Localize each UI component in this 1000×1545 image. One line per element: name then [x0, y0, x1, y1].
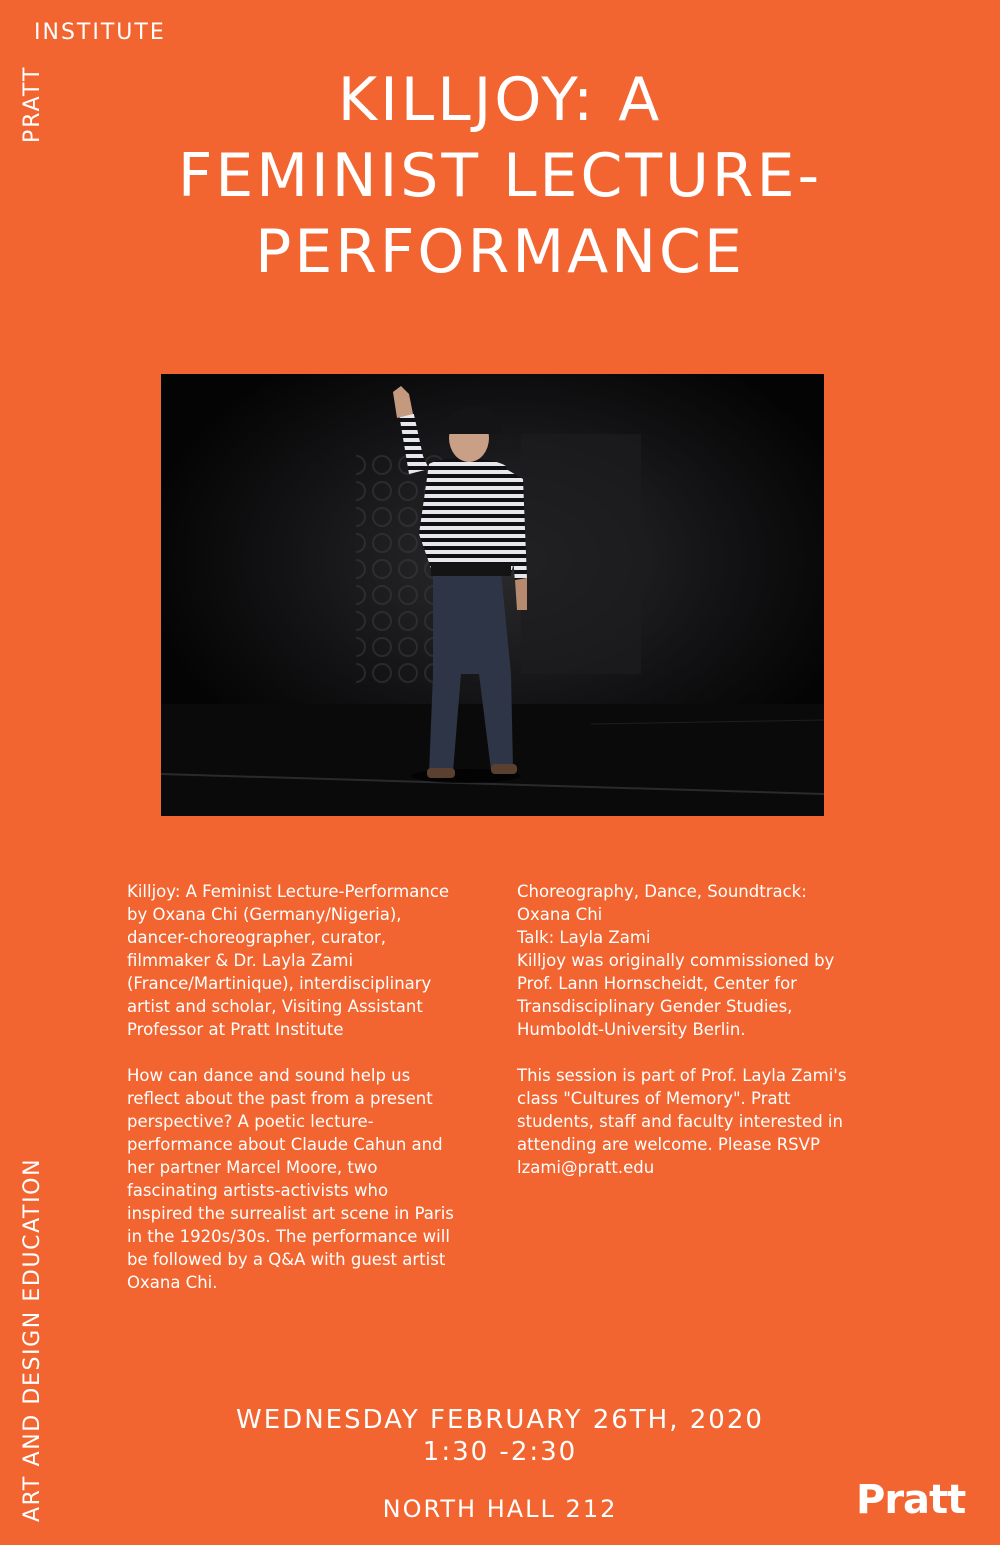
text-line: in the 1920s/30s. The performance will: [127, 1227, 450, 1246]
title-line: FEMINIST LECTURE-: [177, 141, 823, 211]
text-line: reflect about the past from a present: [127, 1089, 433, 1108]
performance-photo: [161, 374, 824, 816]
event-date: WEDNESDAY FEBRUARY 26TH, 2020: [236, 1405, 764, 1435]
text-line: be followed by a Q&A with guest artist: [127, 1250, 446, 1269]
text-line: This session is part of Prof. Layla Zami's: [517, 1066, 847, 1085]
text-line: (France/Martinique), interdisciplinary: [127, 974, 432, 993]
text-line: performance about Claude Cahun and: [127, 1135, 443, 1154]
vertical-pratt-wordmark: PRATT: [20, 65, 45, 143]
event-time: 1:30 -2:30: [422, 1437, 578, 1467]
text-line: Professor at Pratt Institute: [127, 1020, 344, 1039]
text-line: How can dance and sound help us: [127, 1066, 411, 1085]
text-line: filmmaker & Dr. Layla Zami: [127, 951, 354, 970]
text-line: inspired the surrealist art scene in Paris: [127, 1204, 454, 1223]
text-line: by Oxana Chi (Germany/Nigeria),: [127, 905, 402, 924]
performer-on-stage-image: [161, 374, 824, 816]
rsvp-paragraph: [517, 1064, 887, 1179]
text-line: Humboldt-University Berlin.: [517, 1020, 746, 1039]
text-line: Killjoy: A Feminist Lecture-Performance: [127, 882, 450, 901]
text-line: Killjoy was originally commissioned by: [517, 951, 835, 970]
text-line: Oxana Chi.: [127, 1273, 218, 1292]
text-line: class "Cultures of Memory". Pratt: [517, 1089, 791, 1108]
pratt-logo: Pratt: [856, 1477, 966, 1523]
title-line: KILLJOY: A: [337, 65, 663, 135]
text-line: attending are welcome. Please RSVP: [517, 1135, 820, 1154]
event-description-column: [127, 880, 492, 1317]
text-line: fascinating artists-activists who: [127, 1181, 389, 1200]
text-line: artist and scholar, Visiting Assistant: [127, 997, 423, 1016]
text-line: Transdisciplinary Gender Studies,: [517, 997, 793, 1016]
credits-paragraph: [517, 880, 887, 1041]
event-location: NORTH HALL 212: [382, 1495, 618, 1523]
text-line: her partner Marcel Moore, two: [127, 1158, 378, 1177]
description-paragraph: [127, 1064, 492, 1294]
rsvp-email: lzami@pratt.edu: [517, 1158, 655, 1177]
text-line: Oxana Chi: [517, 905, 603, 924]
description-paragraph: [127, 880, 492, 1041]
event-title: [100, 62, 900, 290]
event-datetime: [100, 1404, 900, 1468]
text-line: Talk: Layla Zami: [517, 928, 651, 947]
text-line: Choreography, Dance, Soundtrack:: [517, 882, 807, 901]
event-credits-column: [517, 880, 887, 1202]
text-line: perspective? A poetic lecture-: [127, 1112, 374, 1131]
text-line: Prof. Lann Hornscheidt, Center for: [517, 974, 797, 993]
institute-wordmark: INSTITUTE: [34, 20, 166, 45]
title-line: PERFORMANCE: [255, 217, 745, 287]
text-line: students, staff and faculty interested in: [517, 1112, 843, 1131]
text-line: dancer-choreographer, curator,: [127, 928, 386, 947]
art-and-design-education-label: ART AND DESIGN EDUCATION: [20, 1157, 45, 1522]
